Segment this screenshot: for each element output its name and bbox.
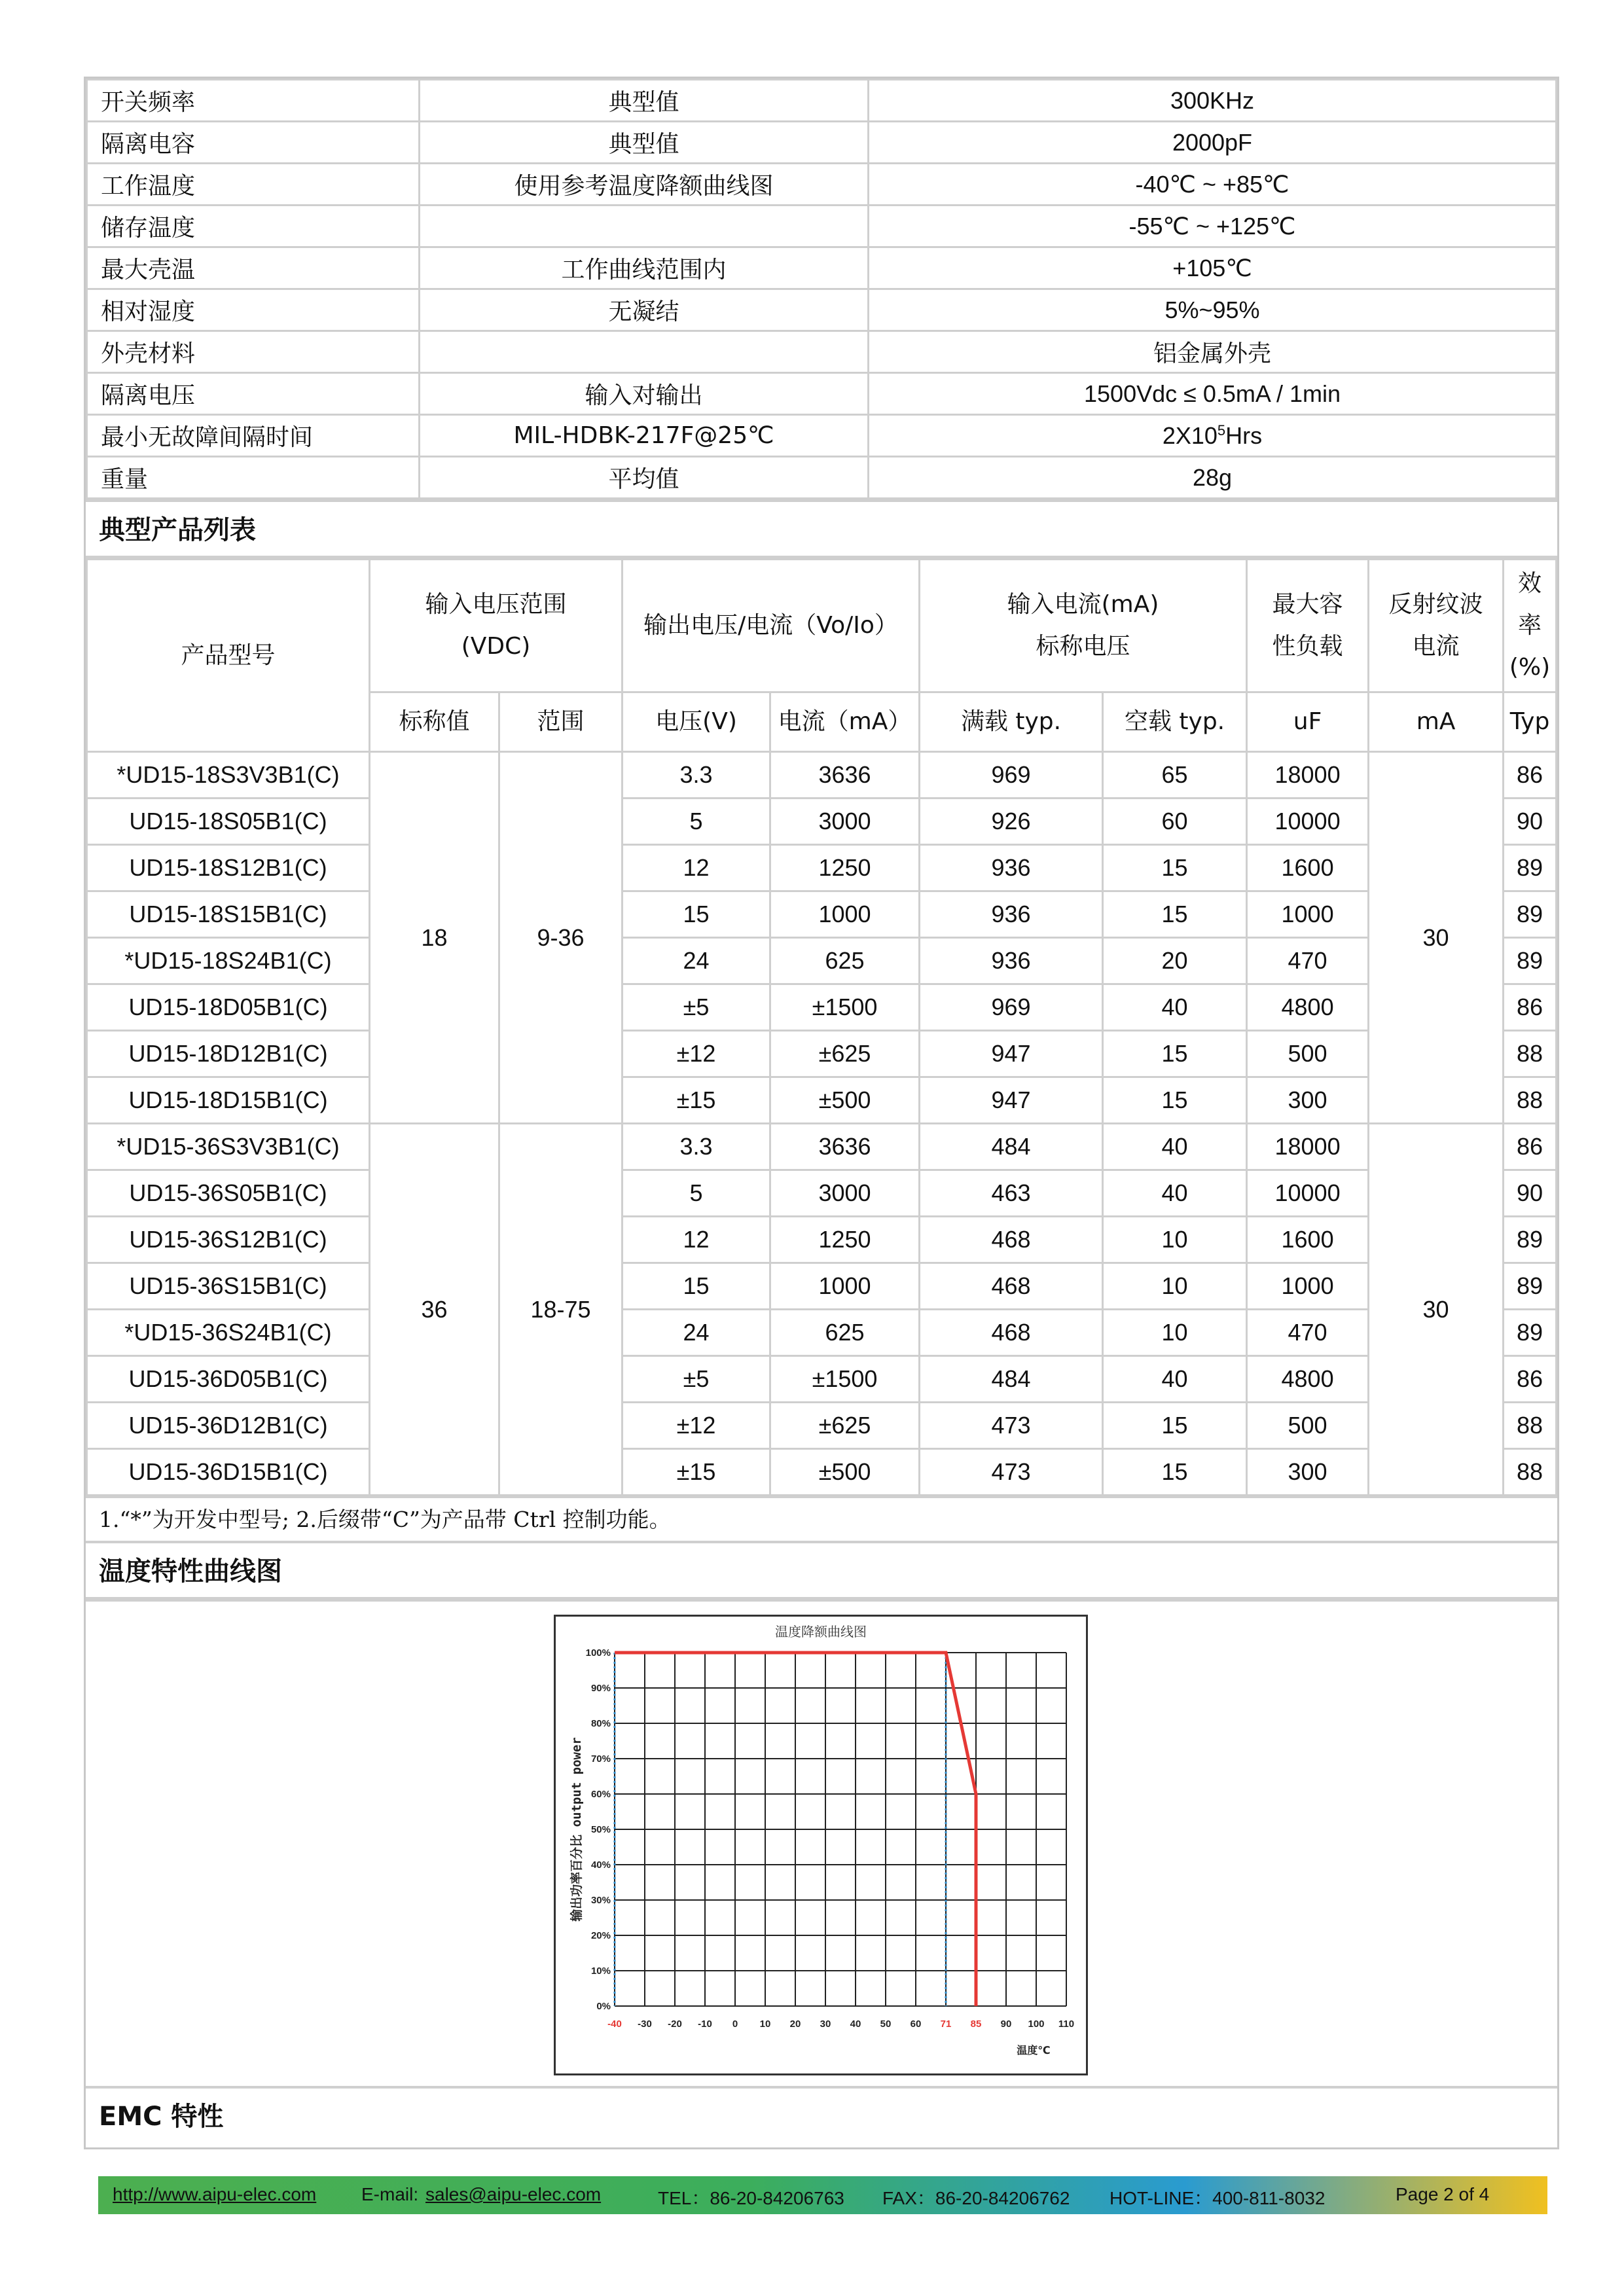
spec-value-exp: 5 bbox=[1217, 422, 1226, 439]
spec-item: 隔离电压 bbox=[87, 373, 420, 415]
footer-tel: TEL：86-20-84206763 bbox=[658, 2188, 844, 2208]
max-cap-load: 300 bbox=[1247, 1449, 1369, 1496]
y-tick-label: 0% bbox=[596, 2001, 611, 2012]
y-tick-label: 10% bbox=[590, 1965, 611, 1977]
spec-row bbox=[87, 247, 1557, 289]
iin-noload: 40 bbox=[1103, 1170, 1247, 1217]
product-model: *UD15-18S3V3B1(C) bbox=[87, 752, 370, 798]
product-model: UD15-36D12B1(C) bbox=[87, 1403, 370, 1449]
table-row bbox=[87, 1403, 1557, 1449]
table-row bbox=[87, 1356, 1557, 1403]
y-axis-label: 输出功率百分比 output power bbox=[569, 1737, 584, 1922]
spec-value: -40℃ ~ +85℃ bbox=[869, 164, 1557, 206]
x-tick-label: 50 bbox=[880, 2018, 892, 2030]
header-iin: 输入电流(mA) 标称电压 bbox=[920, 560, 1247, 692]
header-vin: 输入电压范围 (VDC) bbox=[370, 560, 623, 692]
vin-range: 9-36 bbox=[499, 752, 623, 1124]
max-cap-load: 500 bbox=[1247, 1403, 1369, 1449]
spec-table bbox=[86, 79, 1557, 499]
vout-current: ±1500 bbox=[770, 984, 920, 1031]
vout-current: ±625 bbox=[770, 1403, 920, 1449]
efficiency: 89 bbox=[1504, 891, 1557, 938]
vout-current: 3000 bbox=[770, 798, 920, 845]
iin-noload: 10 bbox=[1103, 1217, 1247, 1263]
ripple-current: 30 bbox=[1369, 1124, 1504, 1496]
spec-row bbox=[87, 122, 1557, 164]
header-uf: uF bbox=[1247, 692, 1369, 752]
spec-value: 5%~95% bbox=[869, 289, 1557, 331]
spec-condition: 输入对输出 bbox=[420, 373, 869, 415]
footnote: 1.“*”为开发中型号; 2.后缀带“C”为产品带 Ctrl 控制功能。 bbox=[86, 1496, 1557, 1541]
iin-full: 969 bbox=[920, 984, 1103, 1031]
vin-nominal: 36 bbox=[370, 1124, 499, 1496]
y-tick-label: 60% bbox=[590, 1789, 611, 1800]
vout-voltage: ±12 bbox=[623, 1031, 770, 1077]
spec-value: 28g bbox=[869, 457, 1557, 499]
header-ma: mA bbox=[1369, 692, 1504, 752]
table-row bbox=[87, 1170, 1557, 1217]
max-cap-load: 470 bbox=[1247, 1310, 1369, 1356]
x-tick-label: 30 bbox=[820, 2018, 831, 2030]
product-section-title: 典型产品列表 bbox=[86, 499, 1557, 558]
y-tick-label: 90% bbox=[590, 1683, 611, 1694]
spec-row bbox=[87, 331, 1557, 373]
x-tick-label: 71 bbox=[940, 2018, 952, 2030]
iin-noload: 15 bbox=[1103, 891, 1247, 938]
iin-noload: 10 bbox=[1103, 1263, 1247, 1310]
chart-svg bbox=[556, 1617, 1086, 2073]
vout-current: 625 bbox=[770, 1310, 920, 1356]
iin-full: 936 bbox=[920, 845, 1103, 891]
iin-full: 468 bbox=[920, 1310, 1103, 1356]
vout-current: ±500 bbox=[770, 1449, 920, 1496]
spec-item: 外壳材料 bbox=[87, 331, 420, 373]
vout-current: 1250 bbox=[770, 845, 920, 891]
efficiency: 86 bbox=[1504, 752, 1557, 798]
product-model: UD15-18D05B1(C) bbox=[87, 984, 370, 1031]
iin-noload: 15 bbox=[1103, 845, 1247, 891]
iin-full: 473 bbox=[920, 1449, 1103, 1496]
iin-full: 473 bbox=[920, 1403, 1103, 1449]
spec-condition: 无凝结 bbox=[420, 289, 869, 331]
iin-noload: 40 bbox=[1103, 1356, 1247, 1403]
spec-condition: 使用参考温度降额曲线图 bbox=[420, 164, 869, 206]
spec-row bbox=[87, 415, 1557, 457]
product-table bbox=[86, 558, 1557, 1496]
max-cap-load: 470 bbox=[1247, 938, 1369, 984]
vout-voltage: 15 bbox=[623, 1263, 770, 1310]
spec-value: 铝金属外壳 bbox=[869, 331, 1557, 373]
spec-value: 1500Vdc ≤ 0.5mA / 1min bbox=[869, 373, 1557, 415]
table-row bbox=[87, 1310, 1557, 1356]
vin-range: 18-75 bbox=[499, 1124, 623, 1496]
product-model: UD15-36S15B1(C) bbox=[87, 1263, 370, 1310]
y-tick-label: 40% bbox=[590, 1859, 611, 1871]
iin-full: 936 bbox=[920, 938, 1103, 984]
footer-page: Page 2 of 4 bbox=[1396, 2184, 1490, 2204]
header-ripple: 反射纹波 电流 bbox=[1369, 560, 1504, 692]
max-cap-load: 4800 bbox=[1247, 1356, 1369, 1403]
iin-noload: 15 bbox=[1103, 1449, 1247, 1496]
spec-value: 300KHz bbox=[869, 80, 1557, 122]
derating-chart bbox=[554, 1615, 1088, 2075]
max-cap-load: 300 bbox=[1247, 1077, 1369, 1124]
vout-current: 3636 bbox=[770, 1124, 920, 1170]
table-row bbox=[87, 938, 1557, 984]
x-tick-label: -30 bbox=[638, 2018, 652, 2030]
table-row bbox=[87, 798, 1557, 845]
spec-value-unit: Hrs bbox=[1225, 422, 1263, 449]
vout-current: 3636 bbox=[770, 752, 920, 798]
iin-full: 468 bbox=[920, 1217, 1103, 1263]
header-volt: 电压(V) bbox=[623, 692, 770, 752]
spec-value-base: 2X10 bbox=[1162, 422, 1218, 449]
vout-current: 1000 bbox=[770, 1263, 920, 1310]
vout-voltage: 5 bbox=[623, 798, 770, 845]
spec-value: -55℃ ~ +125℃ bbox=[869, 206, 1557, 247]
y-tick-label: 50% bbox=[590, 1824, 611, 1835]
iin-full: 926 bbox=[920, 798, 1103, 845]
iin-full: 969 bbox=[920, 752, 1103, 798]
footer-fax: FAX：86-20-84206762 bbox=[882, 2188, 1070, 2208]
table-row bbox=[87, 1217, 1557, 1263]
table-row bbox=[87, 752, 1557, 798]
iin-noload: 15 bbox=[1103, 1403, 1247, 1449]
efficiency: 89 bbox=[1504, 1263, 1557, 1310]
table-row bbox=[87, 891, 1557, 938]
efficiency: 88 bbox=[1504, 1077, 1557, 1124]
vout-voltage: 5 bbox=[623, 1170, 770, 1217]
efficiency: 88 bbox=[1504, 1449, 1557, 1496]
y-tick-label: 30% bbox=[590, 1895, 611, 1906]
spec-condition: 工作曲线范围内 bbox=[420, 247, 869, 289]
vout-voltage: 3.3 bbox=[623, 1124, 770, 1170]
efficiency: 89 bbox=[1504, 1217, 1557, 1263]
iin-noload: 65 bbox=[1103, 752, 1247, 798]
vout-voltage: 15 bbox=[623, 891, 770, 938]
vout-voltage: ±5 bbox=[623, 1356, 770, 1403]
efficiency: 88 bbox=[1504, 1031, 1557, 1077]
y-tick-label: 20% bbox=[590, 1930, 611, 1941]
ripple-current: 30 bbox=[1369, 752, 1504, 1124]
header-model: 产品型号 bbox=[87, 560, 370, 752]
iin-noload: 20 bbox=[1103, 938, 1247, 984]
efficiency: 86 bbox=[1504, 1356, 1557, 1403]
spec-condition: 平均值 bbox=[420, 457, 869, 499]
spec-item: 最大壳温 bbox=[87, 247, 420, 289]
iin-full: 468 bbox=[920, 1263, 1103, 1310]
x-tick-label: 60 bbox=[910, 2018, 922, 2030]
spec-row bbox=[87, 373, 1557, 415]
max-cap-load: 1000 bbox=[1247, 1263, 1369, 1310]
x-tick-label: 100 bbox=[1028, 2018, 1045, 2030]
iin-noload: 40 bbox=[1103, 1124, 1247, 1170]
vout-voltage: ±12 bbox=[623, 1403, 770, 1449]
chart-container bbox=[86, 1600, 1557, 2086]
spec-value: 2000pF bbox=[869, 122, 1557, 164]
product-model: UD15-18D12B1(C) bbox=[87, 1031, 370, 1077]
table-row bbox=[87, 1263, 1557, 1310]
x-tick-label: 0 bbox=[732, 2018, 738, 2030]
iin-noload: 40 bbox=[1103, 984, 1247, 1031]
max-cap-load: 18000 bbox=[1247, 1124, 1369, 1170]
product-model: UD15-36S12B1(C) bbox=[87, 1217, 370, 1263]
table-row bbox=[87, 984, 1557, 1031]
vin-nominal: 18 bbox=[370, 752, 499, 1124]
spec-condition: 典型值 bbox=[420, 122, 869, 164]
spec-condition bbox=[420, 206, 869, 247]
iin-full: 463 bbox=[920, 1170, 1103, 1217]
product-model: UD15-18S05B1(C) bbox=[87, 798, 370, 845]
y-tick-label: 80% bbox=[590, 1718, 611, 1729]
product-model: UD15-18S15B1(C) bbox=[87, 891, 370, 938]
product-model: UD15-18S12B1(C) bbox=[87, 845, 370, 891]
iin-noload: 60 bbox=[1103, 798, 1247, 845]
spec-condition: 典型值 bbox=[420, 80, 869, 122]
iin-noload: 10 bbox=[1103, 1310, 1247, 1356]
emc-section-title: EMC 特性 bbox=[86, 2086, 1557, 2147]
product-model: UD15-36D15B1(C) bbox=[87, 1449, 370, 1496]
x-tick-label: -40 bbox=[607, 2018, 622, 2030]
header-cap: 最大容 性负载 bbox=[1247, 560, 1369, 692]
product-model: *UD15-36S24B1(C) bbox=[87, 1310, 370, 1356]
vout-voltage: 24 bbox=[623, 938, 770, 984]
vout-voltage: ±5 bbox=[623, 984, 770, 1031]
iin-full: 947 bbox=[920, 1031, 1103, 1077]
spec-item: 最小无故障间隔时间 bbox=[87, 415, 420, 457]
efficiency: 88 bbox=[1504, 1403, 1557, 1449]
vout-voltage: ±15 bbox=[623, 1449, 770, 1496]
max-cap-load: 10000 bbox=[1247, 798, 1369, 845]
footer-email-label: E-mail: bbox=[361, 2184, 419, 2204]
spec-condition: MIL-HDBK-217F@25℃ bbox=[420, 415, 869, 457]
vout-current: 1000 bbox=[770, 891, 920, 938]
spec-item: 开关频率 bbox=[87, 80, 420, 122]
efficiency: 90 bbox=[1504, 1170, 1557, 1217]
x-tick-label: 10 bbox=[759, 2018, 771, 2030]
table-row bbox=[87, 1124, 1557, 1170]
efficiency: 89 bbox=[1504, 845, 1557, 891]
spec-row bbox=[87, 457, 1557, 499]
max-cap-load: 18000 bbox=[1247, 752, 1369, 798]
spec-item: 隔离电容 bbox=[87, 122, 420, 164]
product-model: *UD15-36S3V3B1(C) bbox=[87, 1124, 370, 1170]
header-curr: 电流（mA） bbox=[770, 692, 920, 752]
spec-item: 重量 bbox=[87, 457, 420, 499]
vout-current: ±1500 bbox=[770, 1356, 920, 1403]
max-cap-load: 500 bbox=[1247, 1031, 1369, 1077]
iin-full: 947 bbox=[920, 1077, 1103, 1124]
product-model: UD15-36S05B1(C) bbox=[87, 1170, 370, 1217]
product-model: *UD15-18S24B1(C) bbox=[87, 938, 370, 984]
x-tick-label: -20 bbox=[668, 2018, 682, 2030]
x-tick-label: 85 bbox=[970, 2018, 982, 2030]
max-cap-load: 1600 bbox=[1247, 1217, 1369, 1263]
vout-voltage: 12 bbox=[623, 845, 770, 891]
header-vout: 输出电压/电流（Vo/Io） bbox=[623, 560, 920, 692]
header-nominal: 标称值 bbox=[370, 692, 499, 752]
spec-condition bbox=[420, 331, 869, 373]
spec-item: 相对湿度 bbox=[87, 289, 420, 331]
iin-noload: 15 bbox=[1103, 1031, 1247, 1077]
footer-url[interactable]: http://www.aipu-elec.com bbox=[113, 2184, 317, 2204]
footer-email[interactable]: sales@aipu-elec.com bbox=[425, 2184, 602, 2204]
efficiency: 89 bbox=[1504, 1310, 1557, 1356]
spec-row bbox=[87, 80, 1557, 122]
table-row bbox=[87, 1449, 1557, 1496]
header-range: 范围 bbox=[499, 692, 623, 752]
spec-row bbox=[87, 206, 1557, 247]
y-tick-label: 70% bbox=[590, 1753, 611, 1765]
x-tick-label: -10 bbox=[698, 2018, 712, 2030]
page-footer bbox=[98, 2176, 1547, 2214]
spec-item: 工作温度 bbox=[87, 164, 420, 206]
vout-current: ±625 bbox=[770, 1031, 920, 1077]
table-row bbox=[87, 845, 1557, 891]
iin-full: 484 bbox=[920, 1124, 1103, 1170]
table-row bbox=[87, 1077, 1557, 1124]
iin-full: 484 bbox=[920, 1356, 1103, 1403]
spec-value bbox=[869, 415, 1557, 457]
vout-current: 625 bbox=[770, 938, 920, 984]
footer-hotline: HOT-LINE：400-811-8032 bbox=[1110, 2188, 1326, 2208]
chart-title: 温度降额曲线图 bbox=[775, 1624, 867, 1640]
vout-voltage: 3.3 bbox=[623, 752, 770, 798]
vout-voltage: ±15 bbox=[623, 1077, 770, 1124]
vout-current: ±500 bbox=[770, 1077, 920, 1124]
efficiency: 86 bbox=[1504, 1124, 1557, 1170]
product-model: UD15-18D15B1(C) bbox=[87, 1077, 370, 1124]
max-cap-load: 10000 bbox=[1247, 1170, 1369, 1217]
header-eff: 效 率 (%) bbox=[1504, 560, 1557, 692]
efficiency: 89 bbox=[1504, 938, 1557, 984]
iin-full: 936 bbox=[920, 891, 1103, 938]
iin-noload: 15 bbox=[1103, 1077, 1247, 1124]
x-tick-label: 110 bbox=[1058, 2018, 1075, 2030]
header-full: 满载 typ. bbox=[920, 692, 1103, 752]
table-row bbox=[87, 1031, 1557, 1077]
temp-section-title: 温度特性曲线图 bbox=[86, 1541, 1557, 1600]
spec-value: +105℃ bbox=[869, 247, 1557, 289]
efficiency: 86 bbox=[1504, 984, 1557, 1031]
vout-current: 1250 bbox=[770, 1217, 920, 1263]
max-cap-load: 4800 bbox=[1247, 984, 1369, 1031]
spec-row bbox=[87, 289, 1557, 331]
product-model: UD15-36D05B1(C) bbox=[87, 1356, 370, 1403]
efficiency: 90 bbox=[1504, 798, 1557, 845]
vout-current: 3000 bbox=[770, 1170, 920, 1217]
spec-item: 储存温度 bbox=[87, 206, 420, 247]
vout-voltage: 24 bbox=[623, 1310, 770, 1356]
header-noload: 空载 typ. bbox=[1103, 692, 1247, 752]
y-tick-label: 100% bbox=[585, 1647, 611, 1659]
document-frame bbox=[84, 77, 1559, 2149]
x-tick-label: 90 bbox=[1000, 2018, 1012, 2030]
x-tick-label: 40 bbox=[850, 2018, 861, 2030]
vout-voltage: 12 bbox=[623, 1217, 770, 1263]
header-typ: Typ bbox=[1504, 692, 1557, 752]
max-cap-load: 1600 bbox=[1247, 845, 1369, 891]
x-axis-label: 温度℃ bbox=[1017, 2045, 1051, 2056]
max-cap-load: 1000 bbox=[1247, 891, 1369, 938]
spec-row bbox=[87, 164, 1557, 206]
x-tick-label: 20 bbox=[789, 2018, 801, 2030]
